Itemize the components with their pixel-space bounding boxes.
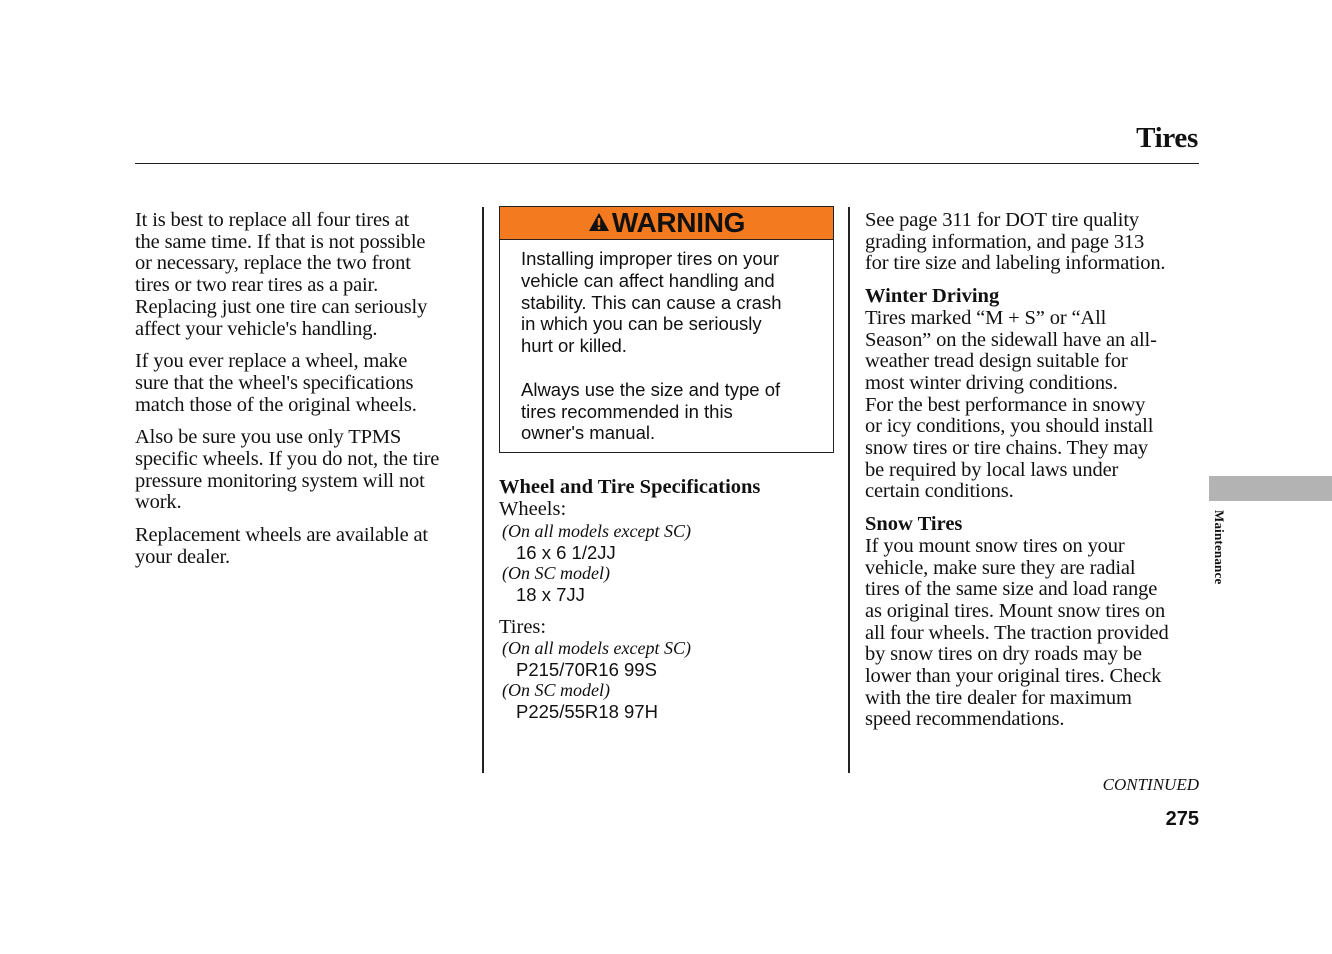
page-title: Tires [1136, 122, 1198, 154]
body-paragraph: See page 311 for DOT tire quality grading information, and page 313 for tire size and labeling information. [865, 209, 1166, 275]
tire-size: P215/70R16 99S [516, 659, 657, 681]
warning-label: WARNING [611, 207, 746, 238]
warning-box [499, 206, 834, 453]
winter-driving-heading: Winter Driving [865, 285, 1000, 308]
column-divider [848, 207, 850, 773]
model-note: (On all models except SC) [502, 638, 691, 659]
column-divider [482, 207, 484, 773]
section-tab [1209, 476, 1332, 501]
tire-size: P225/55R18 97H [516, 701, 658, 723]
body-paragraph: Also be sure you use only TPMS specific wheels. If you do not, the tire pressure monitoring system will not work. [135, 426, 440, 514]
tires-label: Tires: [499, 615, 547, 638]
model-note: (On all models except SC) [502, 520, 691, 541]
wheel-size: 16 x 6 1/2JJ [516, 541, 616, 563]
continued-note: CONTINUED [1102, 775, 1199, 794]
right-column [865, 210, 1203, 742]
specs-heading: Wheel and Tire Specifications [499, 476, 761, 499]
warning-body [500, 240, 833, 452]
body-paragraph: If you ever replace a wheel, make sure that the wheel's specifications match those of the original wheels. [135, 350, 417, 416]
middle-column [499, 206, 835, 722]
snow-tires-heading: Snow Tires [865, 513, 963, 536]
warning-header [500, 207, 833, 240]
page-number: 275 [1165, 808, 1199, 830]
section-tab-label: Maintenance [1212, 510, 1227, 585]
model-note: (On SC model) [502, 562, 610, 583]
left-column [135, 210, 470, 580]
body-paragraph: Replacement wheels are available at your dealer. [135, 524, 428, 568]
header-rule [135, 163, 1199, 164]
wheels-label: Wheels: [499, 497, 567, 520]
warning-text: Installing improper tires on your vehicle can affect handling and stability. This can cause a crash in which you can be seriously hurt or killed. [521, 248, 782, 357]
model-note: (On SC model) [502, 680, 610, 701]
body-paragraph: It is best to replace all four tires at the same time. If that is not possible or necessary, replace the two front tires or two rear tires as a pair. Replacing just one tire can seriously affect your vehicle's handling. [135, 209, 428, 340]
warning-triangle-icon [588, 212, 610, 232]
body-paragraph: If you mount snow tires on your vehicle, make sure they are radial tires of the same size and load range as original tires. Mount snow tires on all four wheels. The traction provided by snow tires on dry roads may be lower than your original tires. Check with the tire dealer for maximum speed recommendations. [865, 534, 1169, 731]
body-paragraph: Tires marked “M + S” or “All Season” on the sidewall have an all- weather tread design suitable for most winter driving conditions. For the best performance in snowy or icy conditions, you should install snow tires or tire chains. They may be required by local laws under certain conditions. [865, 306, 1157, 503]
warning-text: Always use the size and type of tires recommended in this owner's manual. [521, 378, 781, 444]
wheel-tire-specs [499, 477, 835, 722]
wheel-size: 18 x 7JJ [516, 583, 585, 605]
